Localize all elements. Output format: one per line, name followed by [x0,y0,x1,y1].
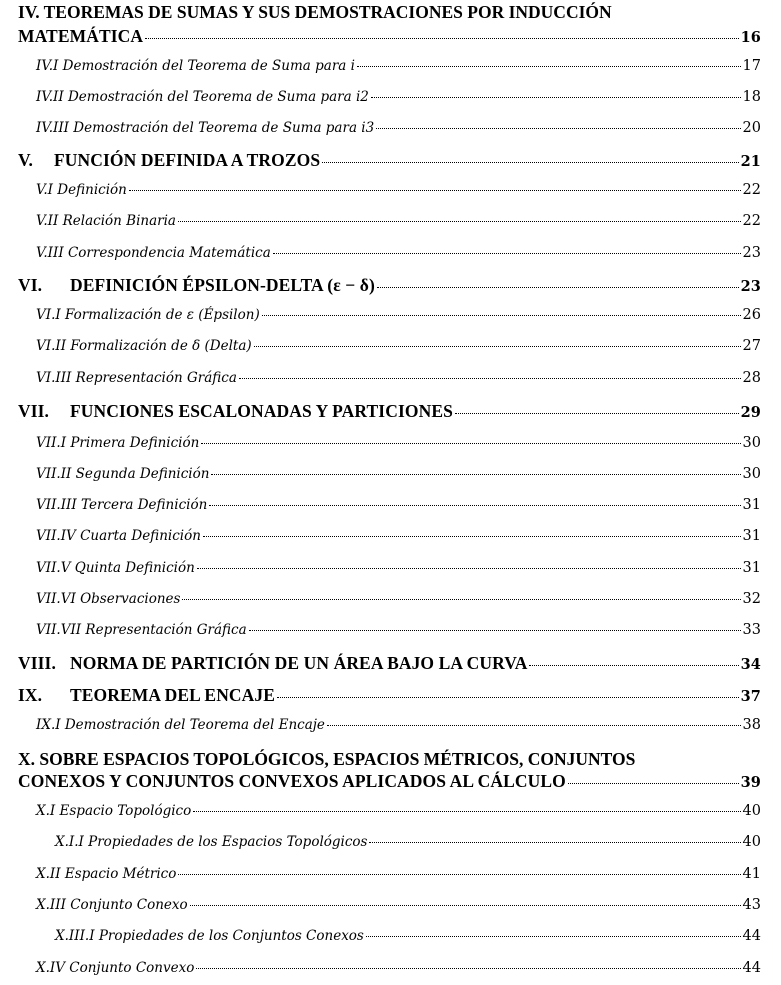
dot-leader [193,811,740,812]
toc-page-number: 23 [740,278,761,295]
toc-section-iv-title-line2: MATEMÁTICA [18,26,144,46]
toc-page-number: 41 [742,866,761,882]
toc-entry-vii-v[interactable] [0,560,781,584]
toc-entry-label: X.II Espacio Métrico [36,866,177,882]
toc-entry-vii-iii[interactable] [0,497,781,521]
toc-entry-label: VI.III Representación Gráfica [36,370,237,386]
toc-section-title: TEOREMA DEL ENCAJE [70,685,276,705]
dot-leader [239,378,741,379]
toc-entry-iv-i[interactable] [0,58,781,82]
toc-entry-x-ii[interactable] [0,866,781,890]
dot-leader [529,665,738,666]
toc-page-number: 22 [742,182,761,198]
toc-page-number: 33 [742,622,761,638]
toc-entry-label: X.I Espacio Topológico [36,803,192,819]
toc-entry-label: IX.I Demostración del Teorema del Encaje [36,717,325,733]
dot-leader [182,599,740,600]
dot-leader [357,66,741,67]
toc-page-number: 31 [742,497,761,513]
toc-section-number: VI. [18,275,43,295]
toc-entry-vii-iv[interactable] [0,528,781,552]
toc-entry-label: IV.II Demostración del Teorema de Suma para i2 [36,89,369,105]
toc-section-title: FUNCIONES ESCALONADAS Y PARTICIONES [70,401,453,421]
toc-section-title: FUNCIÓN DEFINIDA A TROZOS [54,150,321,170]
toc-entry-label: VI.II Formalización de δ (Delta) [36,338,252,354]
toc-page-number: 44 [742,960,761,976]
dot-leader [211,474,740,475]
toc-entry-label: X.IV Conjunto Convexo [36,960,195,976]
toc-entry-vii-ii[interactable] [0,466,781,490]
toc-entry-label: X.III Conjunto Conexo [36,897,188,913]
dot-leader [277,697,739,698]
toc-entry-v-ii[interactable] [0,213,781,237]
toc-entry-vii-vi[interactable] [0,591,781,615]
toc-section-x-title-line1: X. SOBRE ESPACIOS TOPOLÓGICOS, ESPACIOS MÉTRICOS, CONJUNTOS [18,749,636,769]
toc-entry-x-i[interactable] [0,803,781,827]
toc-entry-label: X.III.I Propiedades de los Conjuntos Conexos [55,928,364,944]
toc-page-number: 43 [742,897,761,913]
toc-page-number: 39 [740,774,761,791]
dot-leader [327,725,741,726]
toc-page-number: 34 [740,656,761,673]
toc-page-number: 37 [740,688,761,705]
toc-page-number: 26 [742,307,761,323]
toc-section-vii[interactable] [0,401,781,425]
toc-section-number: VIII. [18,653,56,673]
dot-leader [322,162,738,163]
dot-leader [455,413,739,414]
toc-section-x-title-line2: CONEXOS Y CONJUNTOS CONVEXOS APLICADOS AL CÁLCULO [18,771,566,791]
toc-entry-vi-ii[interactable] [0,338,781,362]
dot-leader [249,630,741,631]
toc-entry-x-i-i[interactable] [0,834,781,858]
dot-leader [366,936,741,937]
toc-entry-v-i[interactable] [0,182,781,206]
toc-entry-label: V.III Correspondencia Matemática [36,245,271,261]
dot-leader [262,315,741,316]
toc-entry-iv-iii[interactable] [0,120,781,144]
dot-leader [178,221,741,222]
dot-leader [209,505,740,506]
dot-leader [201,443,740,444]
toc-entry-label: VII.III Tercera Definición [36,497,208,513]
dot-leader [273,253,741,254]
dot-leader [196,968,740,969]
toc-page-number: 20 [742,120,761,136]
toc-entry-label: IV.I Demostración del Teorema de Suma para i [36,58,355,74]
dot-leader [371,97,741,98]
toc-page-number: 31 [742,528,761,544]
toc-entry-label: VII.VII Representación Gráfica [36,622,247,638]
toc-section-vi[interactable] [0,275,781,299]
toc-page-number: 22 [742,213,761,229]
toc-section-title: DEFINICIÓN ÉPSILON-DELTA (ε − δ) [70,275,375,295]
toc-entry-label: VII.IV Cuarta Definición [36,528,201,544]
toc-page-number: 38 [742,717,761,733]
dot-leader [190,905,741,906]
toc-page-number: 27 [742,338,761,354]
toc-page-number: 17 [742,58,761,74]
dot-leader [178,874,740,875]
dot-leader [145,38,738,39]
toc-entry-x-iv[interactable] [0,960,781,984]
toc-entry-vi-i[interactable] [0,307,781,331]
toc-entry-iv-ii[interactable] [0,89,781,113]
toc-entry-vii-vii[interactable] [0,622,781,646]
toc-section-v[interactable] [0,150,781,174]
toc-page-number: 30 [742,435,761,451]
toc-page-number: 31 [742,560,761,576]
dot-leader [369,842,740,843]
toc-page-number: 40 [742,803,761,819]
toc-entry-label: X.I.I Propiedades de los Espacios Topológicos [55,834,368,850]
toc-page-number: 44 [742,928,761,944]
toc-entry-label: VII.II Segunda Definición [36,466,210,482]
toc-section-title: NORMA DE PARTICIÓN DE UN ÁREA BAJO LA CURVA [70,653,528,673]
toc-entry-label: V.I Definición [36,182,127,198]
toc-page-number: 28 [742,370,761,386]
dot-leader [203,536,741,537]
toc-section-viii[interactable] [0,653,781,677]
toc-page-number: 29 [740,404,761,421]
toc-section-ix[interactable] [0,685,781,709]
toc-page-number: 23 [742,245,761,261]
toc-entry-label: VII.I Primera Definición [36,435,200,451]
toc-entry-v-iii[interactable] [0,245,781,269]
toc-entry-vii-i[interactable] [0,435,781,459]
dot-leader [376,128,740,129]
toc-entry-x-iii[interactable] [0,897,781,921]
toc-section-iv-title-line1: IV. TEOREMAS DE SUMAS Y SUS DEMOSTRACIONES POR INDUCCIÓN [18,2,612,22]
toc-page-number: 30 [742,466,761,482]
toc-page-number: 21 [740,153,761,170]
dot-leader [568,783,739,784]
toc-entry-label: IV.III Demostración del Teorema de Suma para i3 [36,120,375,136]
toc-page-number: 32 [742,591,761,607]
toc-section-number: IX. [18,685,43,705]
toc-section-number: V. [18,150,33,170]
toc-page-number: 40 [742,834,761,850]
dot-leader [377,287,739,288]
toc-entry-label: V.II Relación Binaria [36,213,176,229]
toc-section-number: VII. [18,401,50,421]
toc-entry-label: VII.VI Observaciones [36,591,181,607]
toc-page-number: 18 [742,89,761,105]
toc-entry-label: VII.V Quinta Definición [36,560,195,576]
dot-leader [129,190,741,191]
toc-page-number: 16 [740,29,761,46]
toc-entry-vi-iii[interactable] [0,370,781,394]
toc-entry-x-iii-i[interactable] [0,928,781,952]
toc-entry-label: VI.I Formalización de ε (Épsilon) [36,307,260,323]
dot-leader [254,346,741,347]
dot-leader [197,568,741,569]
toc-entry-ix-i[interactable] [0,717,781,741]
